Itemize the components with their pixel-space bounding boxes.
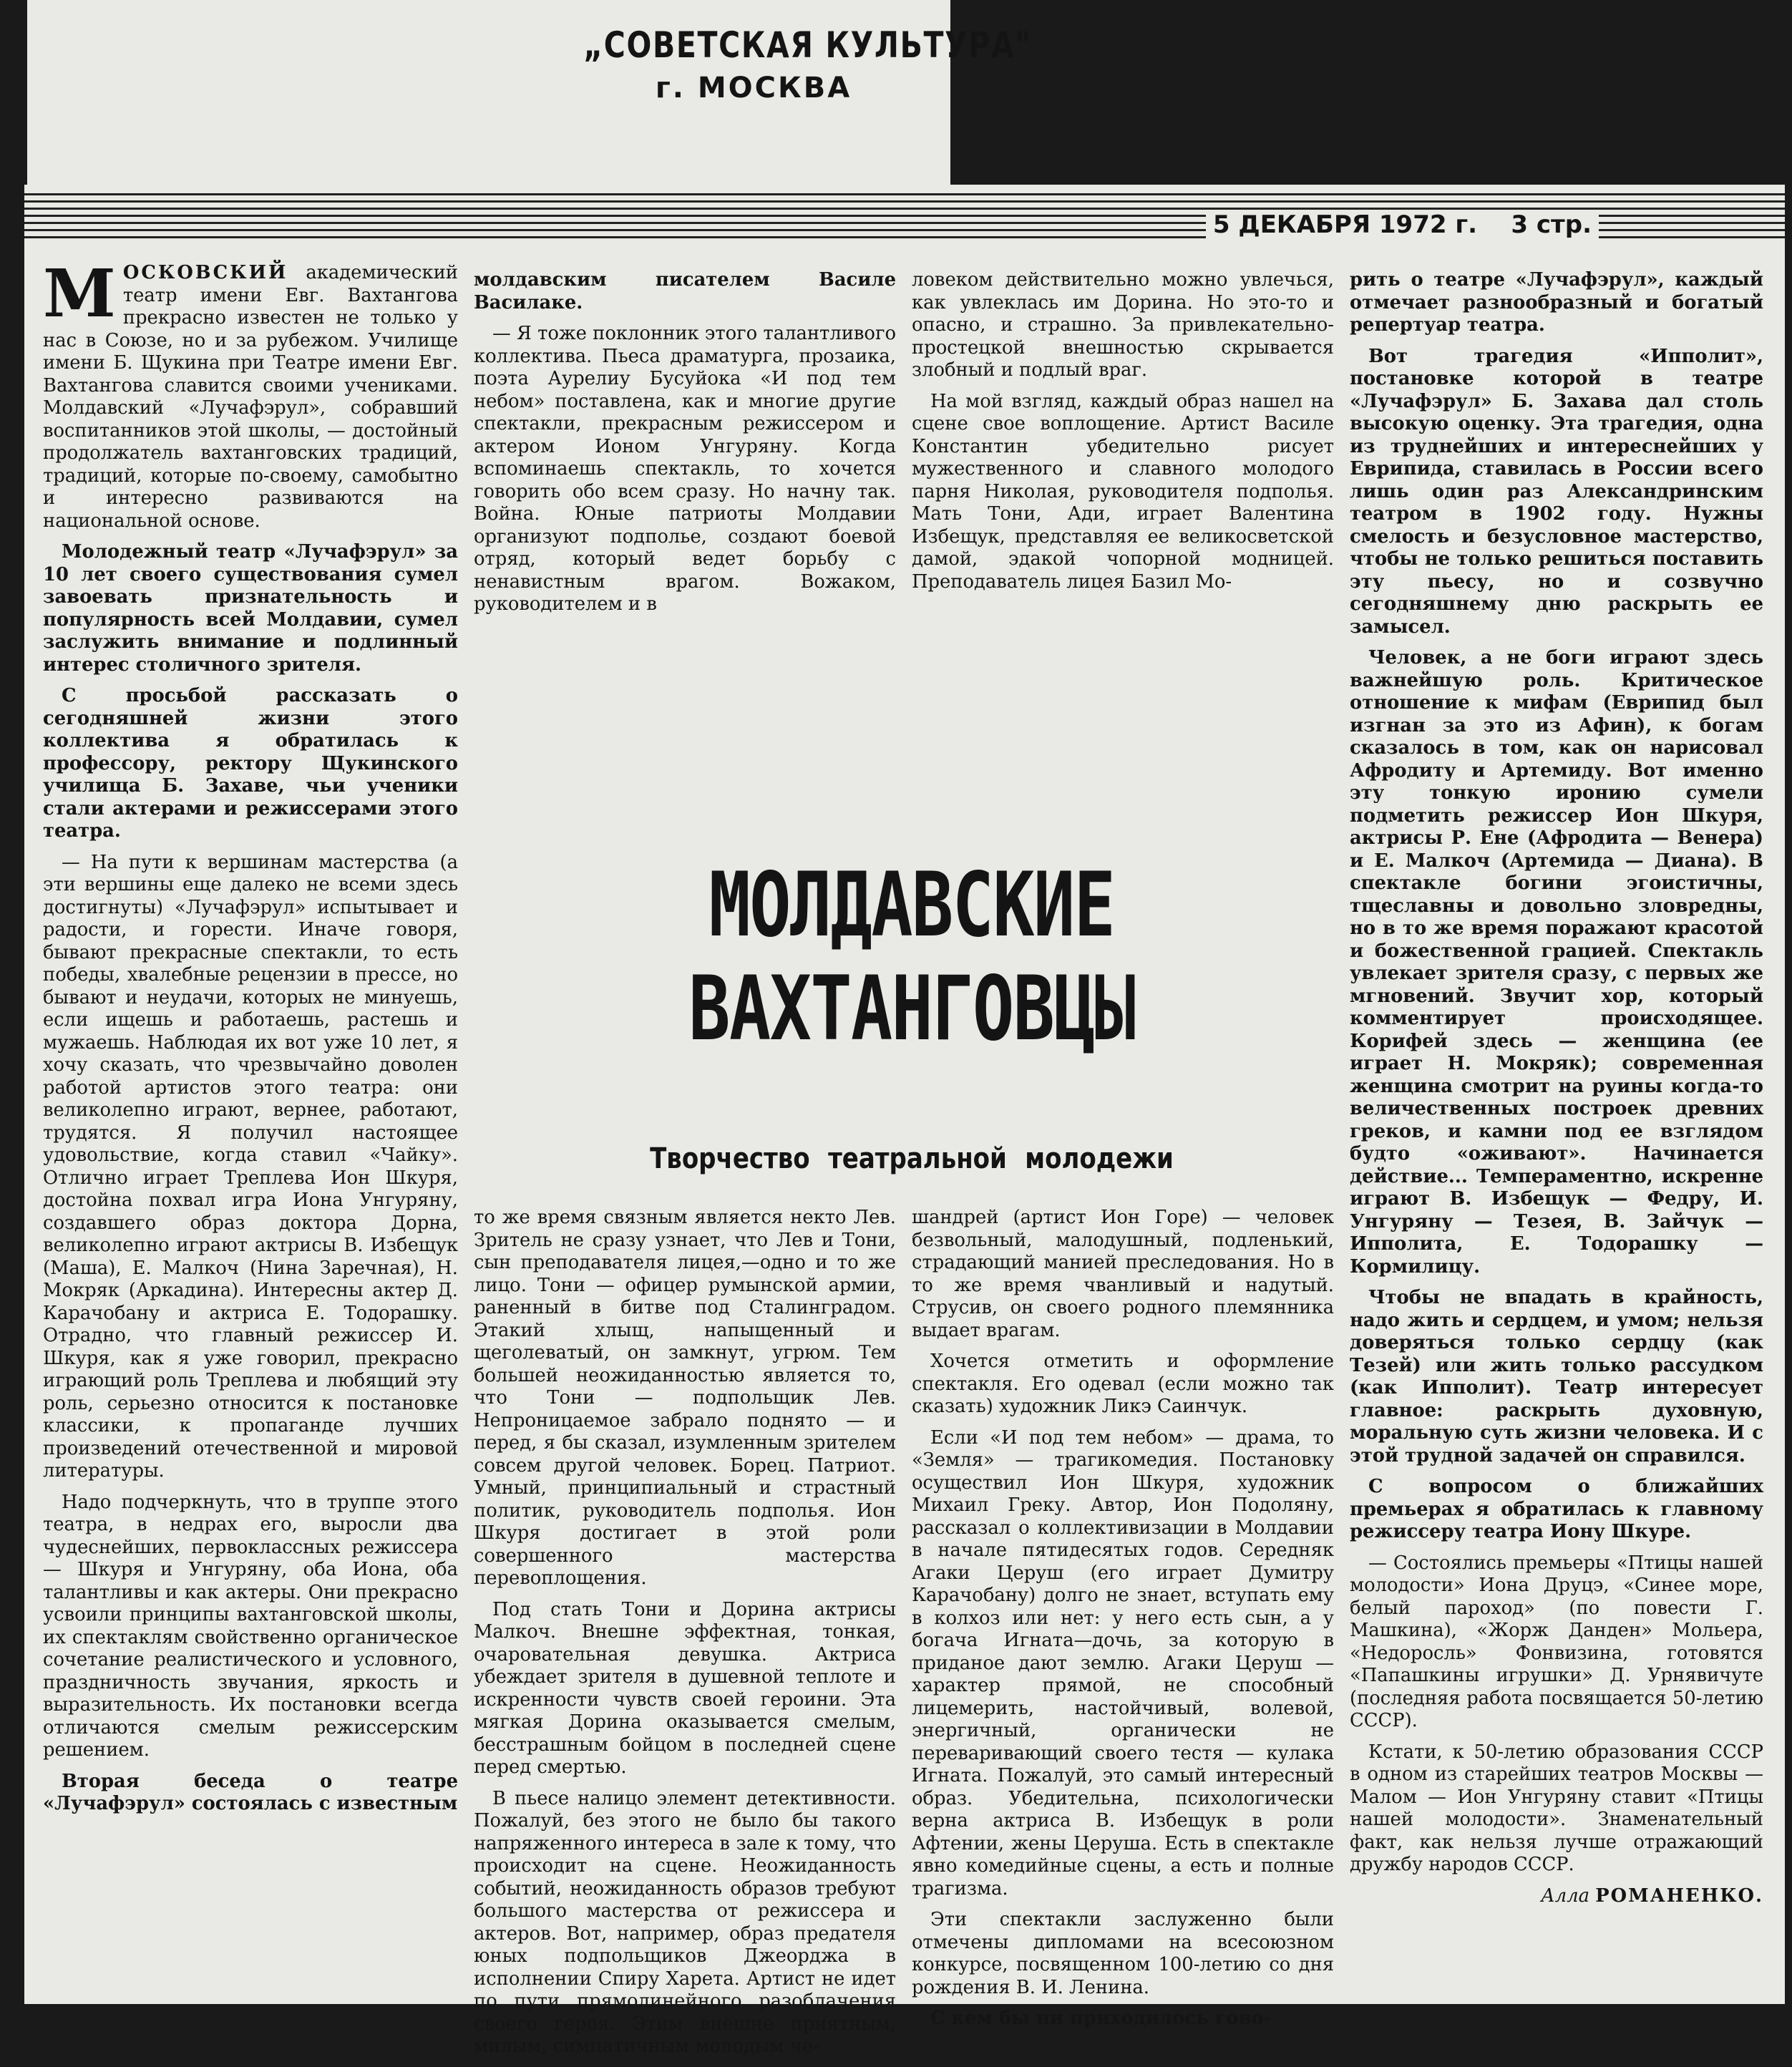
headline-line: МОЛДАВСКИЕ (708, 854, 1115, 957)
paragraph: Вторая беседа о театре «Лучафэрул» состоялась с известным (43, 1770, 458, 1814)
author-last-name: РОМАНЕНКО. (1595, 1884, 1763, 1907)
paragraph: — На пути к вершинам мастерства (а эти вершины еще далеко не всеми здесь достигнуты) «Лучафэрул» испытывает и радости, и горести. Иначе говоря, бывают прекрасные спектакли, то есть победы, хвалебные рецензии в прессе, но бывают и неудачи, которых не минуешь, если ищешь и работаешь, растешь и мужаешь. Наблюдая их вот уже 10 лет, я хочу сказать, что чрезвычайно доволен работой артистов этого театра: они великолепно играют, вернее, работают, трудятся. Я получил настоящее удовольствие, когда ставил «Чайку». Отлично играет Треплева Ион Шкуря, достойна похвал игра Иона Унгуряну, создавшего образ доктора Дорна, великолепно играют актрисы В. Избещук (Маша), Е. Малкоч (Нина Заречная), Н. Мокряк (Аркадина). Интересны актер Д. Карачобану и актриса Е. Тодорашку. Отрадно, что главный режиссер И. Шкуря, как я уже говорил, прекрасно играющий роль Треплева и любящий эту роль, серьезно относится к постановке классики, к пропаганде лучших произведений отечественной и мировой литературы. (43, 851, 458, 1482)
subheadline: Творчество театральной молодежи (650, 1142, 1174, 1175)
column-2-bottom (474, 1207, 896, 2067)
paragraph: — Я тоже поклонник этого талантливого коллектива. Пьеса драматурга, прозаика, поэта Аурелиу Бусуйока «И под тем небом» поставлена, как и многие другие спектакли, прекрасным режиссером и актером Ионом Унгуряну. Когда вспоминаешь спектакль, то хочется говорить обо всем сразу. Но начну так. Война. Юные патриоты Молдавии организуют подполье, создают боевой отряд, который ведет борьбу с ненавистным врагом. Вожаком, руководителем и в (474, 323, 896, 615)
paragraph: С кем бы ни приходилось гово- (930, 2008, 1272, 2029)
newspaper-stamp (546, 24, 1032, 104)
issue-date: 5 ДЕКАБРЯ 1972 г. (1212, 210, 1478, 239)
author-first-name: Алла (1541, 1884, 1590, 1907)
paragraph: На мой взгляд, каждый образ нашел на сцене свое воплощение. Артист Василе Константин убедительно рисует мужественного и славного молодого парня Николая, руководителя подполья. Мать Тони, Ади, играет Валентина Избещук, представляя ее великосветской дамой, эдакой чопорной модницей. Преподаватель лицея Базил Мо- (912, 390, 1334, 593)
paragraph: Вот трагедия «Ипполит», постановке которой в театре «Лучафэрул» Б. Захава дал столь высокую оценку. Эта трагедия, одна из труднейших и интереснейших у Еврипида, ставилась в России всего лишь один раз Александринским театром в 1902 году. Нужны смелость и безусловное мастерство, чтобы не только решиться поставить эту пьесу, но и созвучно сегодняшнему дню раскрыть ее замысел. (1350, 345, 1763, 638)
header-rule (24, 208, 1785, 210)
paragraph: — Состоялись премьеры «Птицы нашей молодости» Иона Друцэ, «Синее море, белый пароход» (по повести Г. Машкина), «Жорж Данден» Мольера, «Недоросль» Фонвизина, готовятся «Папашкины игрушки» Д. Урнявичуте (последняя работа посвящается 50-летию СССР). (1350, 1552, 1763, 1731)
newspaper-clipping (24, 185, 1785, 2057)
paragraph (43, 255, 458, 532)
paragraph: Если «И под тем небом» — драма, то «Земля» — трагикомедия. Постановку осуществил Ион Шкуря, художник Михаил Греку. Автор, Ион Подоляну, рассказал о коллективизации в Молдавии в начале пятидесятых годов. Середняк Агаки Церуш (его играет Думитру Карачобану) долго не знает, вступать ему в колхоз или нет: у него есть сын, а у богача Игната—дочь, за которую в приданое дают землю. Агаки Церуш — характер прямой, не способный лицемерить, настойчивый, волевой, энергичный, органически не переваривающий своего тестя — кулака Игната. Пожалуй, это самый интересный образ. Убедительна, психологически верна актриса В. Избещук в роли Афтении, жены Церуша. Есть в спектакле явно комедийные сцены, а есть и полные трагизма. (912, 1426, 1334, 1900)
page-number: 3 стр. (1511, 210, 1592, 239)
column-4 (1350, 269, 1763, 1916)
header-rule (24, 200, 1785, 203)
paragraph: Под стать Тони и Дорина актрисы Малкоч. Внешне эффектная, тонкая, очаровательная девушка. Актриса убеждает зрителя в душевной теплоте и искренности чувств своей героини. Эта мягкая Дорина оказывается смелым, бесстрашным бойцом в последней сцене перед смертью. (474, 1598, 896, 1778)
paragraph: Кстати, к 50-летию образования СССР в одном из старейших театров Москвы — Малом — Ион Унгуряну ставит «Птицы нашей молодости». Знаменательный факт, как нельзя лучше отражающий дружбу народов СССР. (1350, 1741, 1763, 1875)
newspaper-name: „СОВЕТСКАЯ КУЛЬТУРА" (583, 24, 1032, 66)
paragraph: то же время связным является некто Лев. Зритель не сразу узнает, что Лев и Тони, сын преподавателя лицея,—одно и то же лицо. Тони — офицер румынской армии, раненный в битве под Сталинградом. Этакий хлыщ, напыщенный и щеголеватый, он замкнут, угрюм. Тем большей неожиданностью является то, что Тони — подпольщик Лев. Непроницаемое забрало поднято — и перед, я бы сказал, изумленным зрителем совсем другой человек. Борец. Патриот. Умный, принципиальный и страстный политик, руководитель подполья. Ион Шкуря достигает в этой роли совершенного мастерства перевоплощения. (474, 1207, 896, 1589)
paragraph: Хочется отметить и оформление спектакля. Его одевал (если можно так сказать) художник Ликэ Саинчук. (912, 1351, 1334, 1417)
paragraph: Человек, а не боги играют здесь важнейшую роль. Критическое отношение к мифам (Еврипид был изгнан за это из Афин), к богам сказалось в том, как он нарисовал Афродиту и Артемиду. Вот именно эту тонкую иронию сумели подметить режиссер Ион Шкуря, актрисы Р. Ене (Афродита — Венера) и Е. Малкоч (Артемида — Диана). В спектакле богини эгоистичны, тщеславны и довольно зловредны, но в то же время поражают красотой и божественной грацией. Спектакль увлекает зрителя сразу, с первых же мгновений. Звучит хор, который комментирует происходящее. Корифей здесь — женщина (ее играет Н. Мокряк); современная женщина смотрит на руины когда-то величественных построек древних греков, и камни под ее взглядом будто «оживают». Начинается действие... Темпераментно, искренне играют В. Избещук — Федру, И. Унгуряну — Тезея, В. Зайчук — Ипполита, Е. Тодорашку — Кормилицу. (1350, 647, 1763, 1278)
paragraph: рить о театре «Лучафэрул», каждый отмечает разнообразный и богатый репертуар театра. (1350, 269, 1763, 336)
paragraph: ловеком действительно можно увлечься, как увлеклась им Дорина. Но это-то и опасно, и страшно. За привлекательно-простецкой внешностью скрывается злобный и подлый враг. (912, 269, 1334, 381)
column-3-bottom (912, 1207, 1334, 2039)
paragraph: Чтобы не впадать в крайность, надо жить и сердцем, и умом; нельзя доверяться только сердцу (как Тезей) или жить только рассудком (как Ипполит). Театр интересует главное: раскрыть духовную, моральную суть жизни человека. И с этой трудной задачей он справился. (1350, 1287, 1763, 1467)
paragraph: С просьбой рассказать о сегодняшней жизни этого коллектива я обратилась к профессору, ректору Щукинского училища Б. Захаве, чьи ученики стали актерами и режиссерами этого театра. (43, 685, 458, 842)
drop-cap: М (43, 255, 116, 332)
column-2-top (474, 269, 896, 625)
paragraph: Молодежный театр «Лучафэрул» за 10 лет своего существования сумел завоевать признательность и популярность всей Молдавии, сумел заслужить внимание и подлинный интерес столичного зрителя. (43, 541, 458, 676)
paragraph: Надо подчеркнуть, что в труппе этого театра, в недрах его, выросли два чудеснейших, первоклассных режиссера — Шкуря и Унгуряну, оба Иона, оба талантливы и как актеры. Они прекрасно усвоили принципы вахтанговской школы, их спектаклям свойственно органическое сочетание реалистического и условного, праздничность звучания, яркость и выразительность. Их постановки всегда отличаются смелым режиссерским решением. (43, 1491, 458, 1761)
paragraph: В пьесе налицо элемент детективности. Пожалуй, без этого не было бы такого напряженного интереса в зале к тому, что происходит на сцене. Неожиданность событий, неожиданность образов требуют большого мастерства от режиссера и актеров. Вот, например, образ предателя юных подпольщиков Джеорджа в исполнении Спиру Харета. Артист не идет по пути прямолинейного разоблачения своего героя. Этим внешне приятным, милым, симпатичным молодым че- (474, 1787, 896, 2057)
first-word: ОСКОВСКИЙ (122, 262, 288, 283)
headline-line: ВАХТАНГОВЦЫ (688, 958, 1135, 1061)
dateline (1206, 210, 1599, 239)
paragraph: шандрей (артист Ион Горе) — человек безвольный, малодушный, подленький, страдающий манией преследования. Но в то же время чванливый и надутый. Струсив, он своего родного племянника выдает врагам. (912, 1207, 1334, 1341)
author-signature (1350, 1885, 1763, 1908)
paragraph: Эти спектакли заслуженно были отмечены дипломами на всесоюзном конкурсе, посвященном 100-летию со дня рождения В. И. Ленина. (912, 1909, 1334, 1998)
headline (588, 854, 1236, 1061)
column-3-top (912, 269, 1334, 602)
clipping-header-stub (27, 0, 1032, 193)
paragraph: молдавским писателем Василе Василаке. (474, 269, 896, 313)
header-rule (24, 193, 1785, 195)
paragraph: С вопросом о ближайших премьерах я обратилась к главному режиссеру театра Иону Шкуре. (1350, 1476, 1763, 1542)
column-1 (43, 255, 458, 1824)
paragraph-text: академический театр имени Евг. Вахтангова прекрасно известен не только у нас в Союзе, но и за рубежом. Училище имени Б. Щукина при Театре имени Евг. Вахтангова славится своими учениками. Молдавский «Лучафэрул», собравший воспитанников этой школы, — достойный продолжатель вахтанговских традиций, традиций, которые по-своему, самобытно и интересно развиваются на национальной основе. (43, 262, 458, 532)
city-name: г. МОСКВА (655, 72, 852, 104)
